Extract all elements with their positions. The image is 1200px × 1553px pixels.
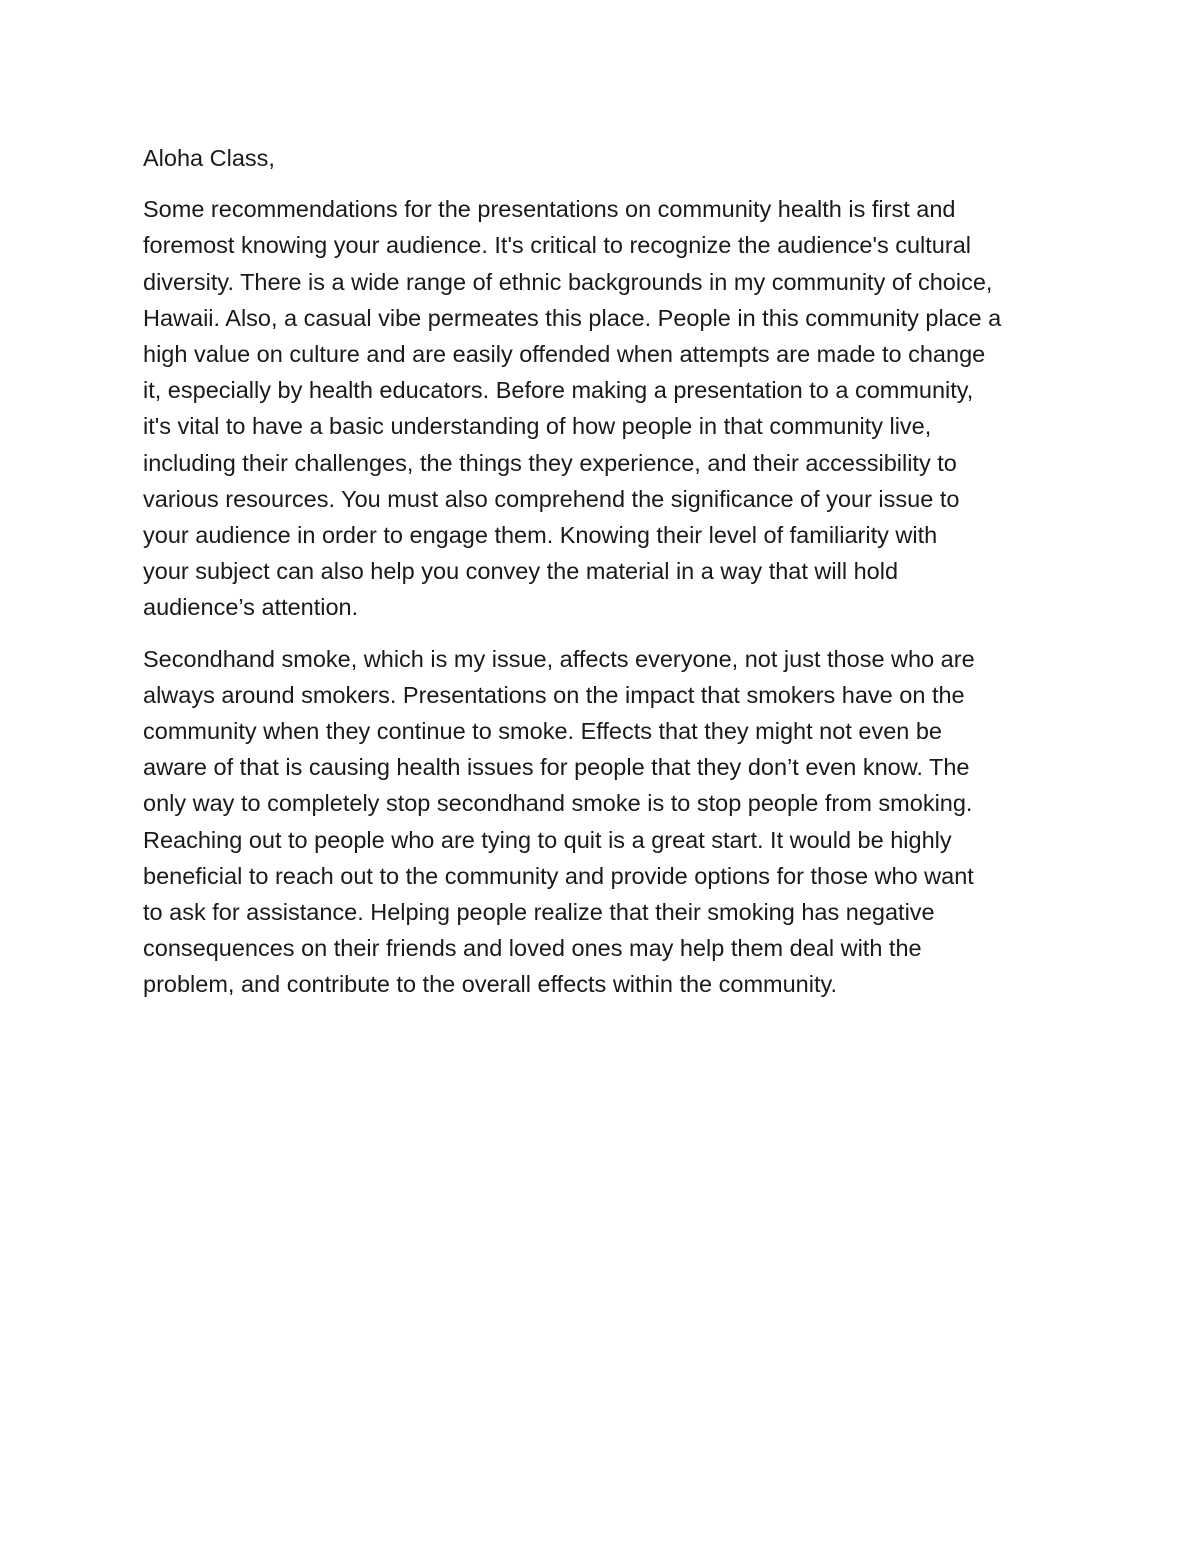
- text-line: it's vital to have a basic understanding of how people in that community live,: [143, 413, 932, 440]
- text-line: aware of that is causing health issues for people that they don’t even know. The: [143, 754, 970, 781]
- text-line: foremost knowing your audience. It's critical to recognize the audience's cultural: [143, 232, 971, 259]
- text-line: community when they continue to smoke. Effects that they might not even be: [143, 718, 942, 745]
- paragraph-secondhand-smoke: [143, 641, 1058, 1003]
- document-body: [143, 140, 1058, 1018]
- text-line: consequences on their friends and loved ones may help them deal with the: [143, 935, 922, 962]
- text-line: Reaching out to people who are tying to quit is a great start. It would be highly: [143, 826, 952, 853]
- text-line: Secondhand smoke, which is my issue, affects everyone, not just those who are: [143, 645, 975, 672]
- text-line: audience’s attention.: [143, 594, 359, 621]
- text-line: various resources. You must also comprehend the significance of your issue to: [143, 485, 960, 512]
- text-line: always around smokers. Presentations on the impact that smokers have on the: [143, 681, 965, 708]
- text-line: Hawaii. Also, a casual vibe permeates this place. People in this community place a: [143, 304, 1002, 331]
- paragraph-recommendations: [143, 191, 1058, 625]
- greeting: Aloha Class,: [143, 145, 275, 171]
- text-line: your audience in order to engage them. Knowing their level of familiarity with: [143, 522, 938, 549]
- text-line: to ask for assistance. Helping people realize that their smoking has negative: [143, 899, 935, 926]
- text-line: your subject can also help you convey the material in a way that will hold: [143, 558, 899, 585]
- text-line: beneficial to reach out to the community and provide options for those who want: [143, 862, 974, 889]
- text-line: high value on culture and are easily offended when attempts are made to change: [143, 341, 986, 368]
- text-line: only way to completely stop secondhand smoke is to stop people from smoking.: [143, 790, 973, 817]
- text-line: diversity. There is a wide range of ethnic backgrounds in my community of choice,: [143, 268, 993, 295]
- text-line: problem, and contribute to the overall effects within the community.: [143, 971, 838, 998]
- text-line: including their challenges, the things they experience, and their accessibility to: [143, 449, 957, 476]
- text-line: it, especially by health educators. Before making a presentation to a community,: [143, 377, 974, 404]
- text-line: Some recommendations for the presentations on community health is first and: [143, 196, 956, 223]
